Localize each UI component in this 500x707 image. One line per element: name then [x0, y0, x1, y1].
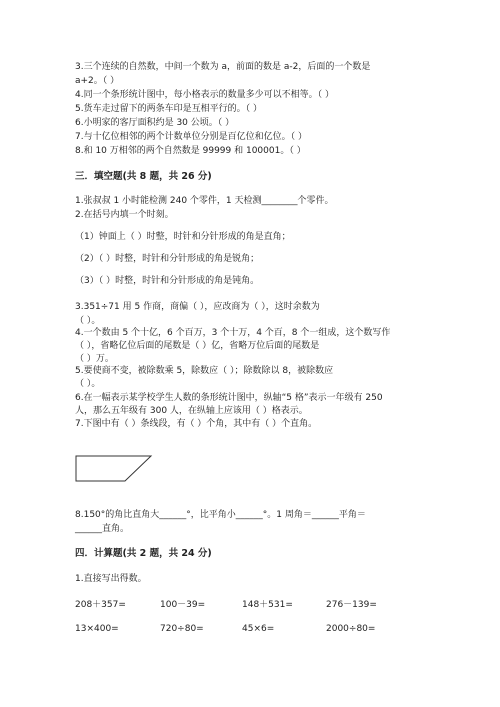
judge-item-5: 5.货车走过留下的两条车印是互相平行的。（ ）: [75, 104, 262, 114]
judge-item-3: 3.三个连续的自然数，中间一个数为 a，前面的数是 a-2，后面的一个数是: [75, 62, 371, 72]
section-heading-calc: 四．计算题(共 2 题，共 24 分): [75, 548, 212, 559]
fill-q2-part3: （3）（ ）时整，时针和分针形成的角是钝角。: [75, 276, 260, 286]
judge-item-6: 6.小明家的客厅面积约是 30 公顷。（ ）: [75, 118, 235, 128]
calc-item: 100－39=: [160, 600, 206, 610]
fill-q2-part1: （1）钟面上（ ）时整，时针和分针形成的角是直角；: [75, 232, 291, 242]
fill-q3: 3.351÷71 用 5 作商，商偏（ ），应改商为（ ），这时余数为: [75, 302, 320, 312]
fill-q1: 1.张叔叔 1 小时能检测 240 个零件，1 天检测________个零件。: [75, 196, 334, 206]
calc-item: 148＋531=: [242, 600, 293, 610]
judge-item-8: 8.和 10 万相邻的两个自然数是 99999 和 100001。（ ）: [75, 146, 306, 156]
fill-q5: 5.要使商不变，被除数乘 5，除数应（ ）；除数除以 8，被除数应: [75, 366, 334, 376]
calc-item: 720÷80=: [160, 624, 204, 634]
q7-trapezoid-figure: [72, 452, 162, 486]
calc-item: 2000÷80=: [326, 624, 376, 634]
judge-item-4: 4.同一个条形统计图中，每小格表示的数量多少可以不相等。（ ）: [75, 90, 334, 100]
fill-q6-cont: 人，那么五年级有 300 人，在纵轴上应该用（ ）格表示。: [75, 406, 308, 416]
fill-q6: 6.在一幅表示某学校学生人数的条形统计图中，纵轴“5 格”表示一年级有 250: [75, 393, 383, 403]
fill-q7: 7.下图中有（ ）条线段，有（ ）个角，其中有（ ）个直角。: [75, 419, 318, 429]
calc-item: 276－139=: [326, 600, 377, 610]
section-heading-fill: 三．填空题(共 8 题，共 26 分): [75, 171, 212, 182]
fill-q4-cont1: （ ），省略亿位后面的尾数是（ ）亿，省略万位后面的尾数是: [75, 341, 320, 351]
fill-q4-cont2: （ ）万。: [75, 354, 114, 364]
fill-q4: 4.一个数由 5 个十亿，6 个百万，3 个十万，4 个百，8 个一组成，这个数写作: [75, 328, 391, 338]
fill-q8: 8.150°的角比直角大______°，比平角小______°。1 周角＝______平角＝: [75, 510, 366, 520]
fill-q2: 2.在括号内填一个时刻。: [75, 210, 174, 220]
fill-q8-cont: ______直角。: [75, 524, 130, 534]
fill-q5-cont: （ ）。: [75, 379, 101, 389]
calc-item: 45×6=: [242, 624, 275, 634]
calc-intro: 1.直接写出得数。: [75, 574, 147, 584]
judge-item-7: 7.与十亿位相邻的两个计数单位分别是百亿位和亿位。（ ）: [75, 132, 307, 142]
calc-item: 13×400=: [75, 624, 119, 634]
calc-item: 208＋357=: [75, 600, 126, 610]
judge-item-3-cont: a+2。（ ）: [75, 76, 120, 86]
fill-q3-cont: （ ）。: [75, 316, 101, 326]
fill-q2-part2: （2）（ ）时整，时针和分针形成的角是锐角；: [75, 254, 260, 264]
